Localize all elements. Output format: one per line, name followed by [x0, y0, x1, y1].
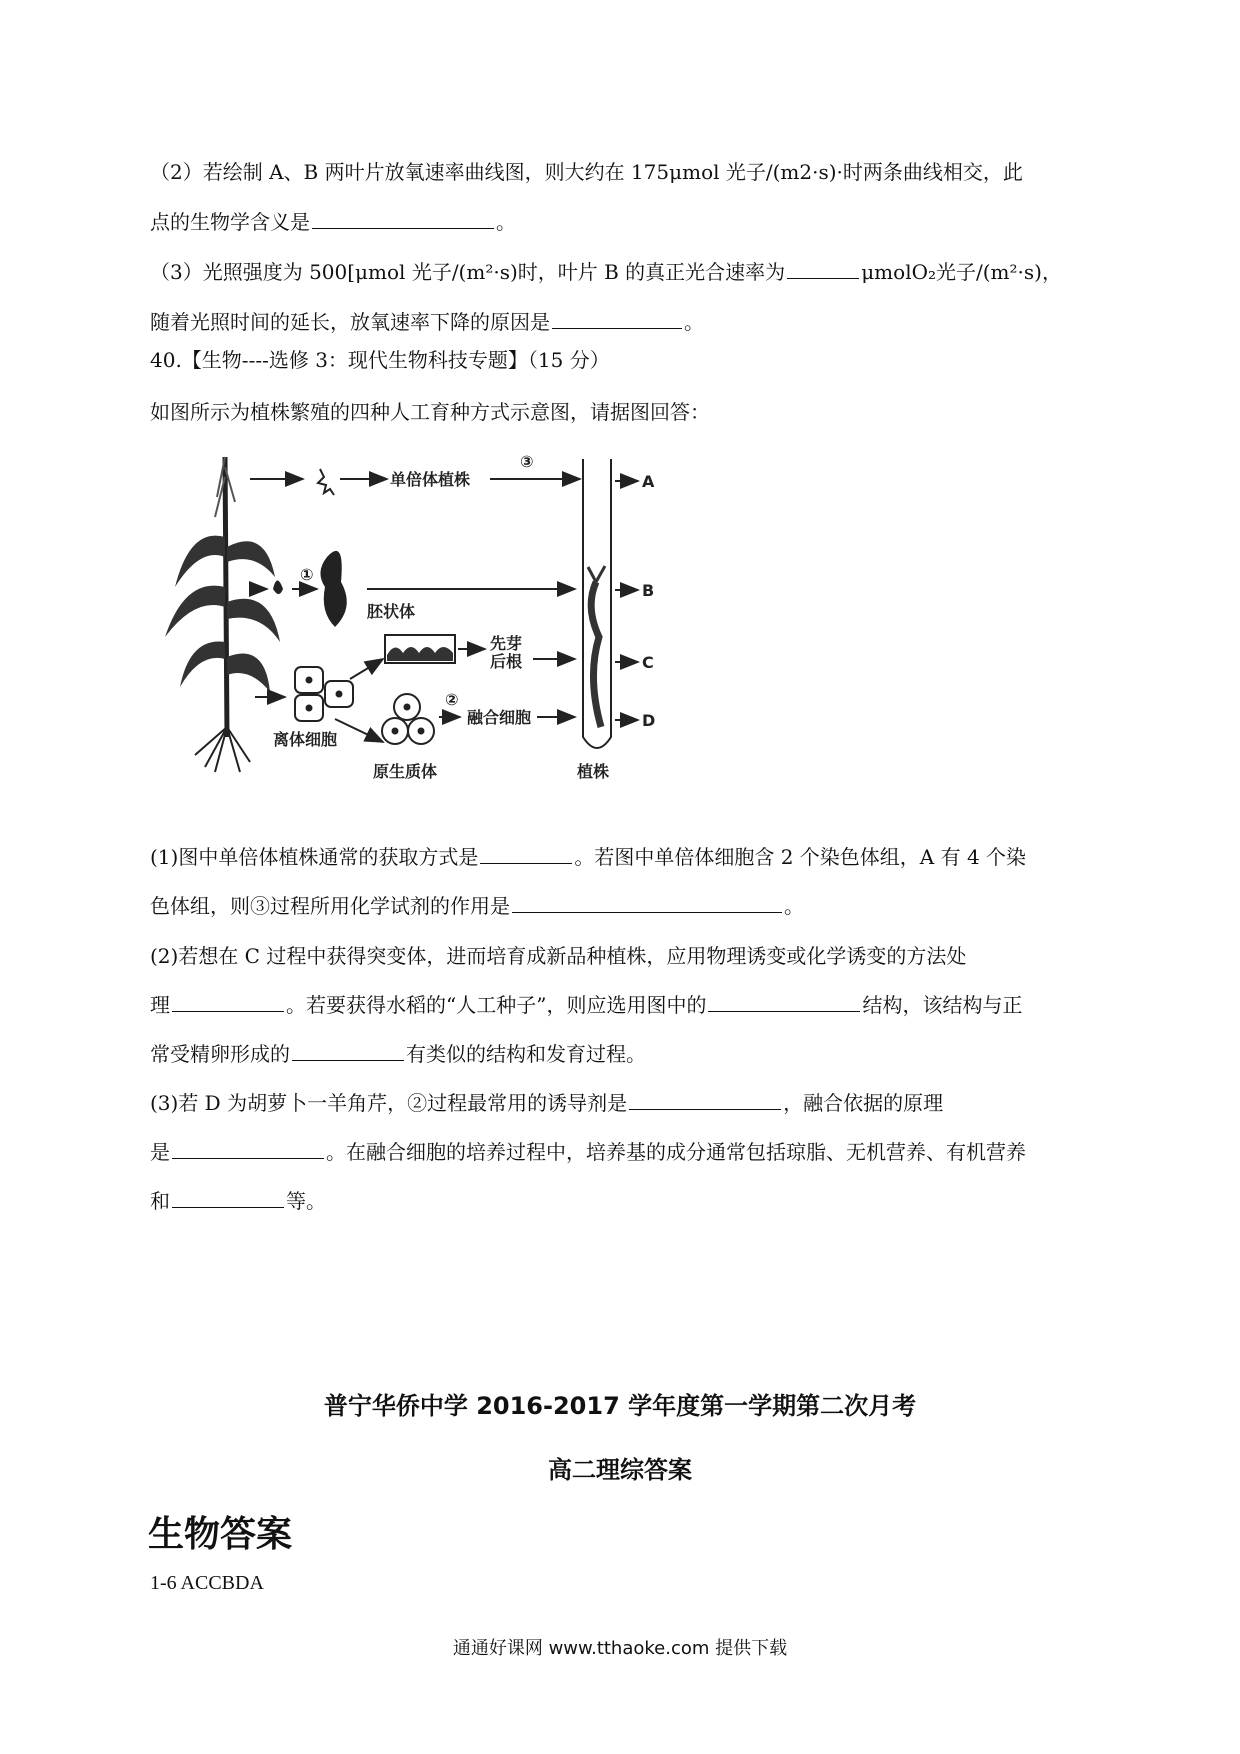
output-c: C — [642, 653, 654, 672]
label-root-after: 后根 — [490, 652, 523, 671]
output-b: B — [642, 581, 655, 600]
q40-p2-text: 理 — [150, 993, 170, 1017]
answer-blank[interactable] — [787, 260, 859, 279]
q39-part3-text: （3）光照强度为 500[μmol 光子/(m²·s)时，叶片 B 的真正光合速率为 — [150, 260, 786, 284]
output-a: A — [642, 472, 655, 491]
answer-blank[interactable] — [629, 1091, 781, 1110]
output-d: D — [642, 711, 656, 730]
q39-part3-unit: μmolO₂光子/(m²·s)， — [861, 260, 1062, 284]
breeding-diagram — [155, 437, 755, 822]
label-bud-first: 先芽 — [490, 634, 523, 653]
q40-p2-line1: (2)若想在 C 过程中获得突变体，进而培育成新品种植株，应用物理诱变或化学诱变的方法处 — [150, 944, 967, 968]
label-isolated-cells: 离体细胞 — [273, 730, 338, 749]
bio-answer-heading: 生物答案 — [148, 1514, 293, 1555]
q39-part2-text: 点的生物学含义是 — [150, 210, 310, 234]
q40-p3-text2: ，融合依据的原理 — [783, 1091, 944, 1115]
label-protoplast: 原生质体 — [373, 762, 438, 781]
q40-p1-line1 — [150, 843, 1026, 871]
answer-blank[interactable] — [172, 1189, 284, 1208]
label-step1: ① — [300, 565, 314, 584]
answer-blank[interactable] — [708, 993, 860, 1012]
q40-p3-line3 — [150, 1187, 326, 1215]
q39-part3-line2 — [150, 308, 704, 336]
q39-part2-end: 。 — [496, 210, 516, 234]
q40-p3-text5: 和 — [150, 1189, 170, 1213]
answer-1-6: 1-6 ACCBDA — [150, 1572, 264, 1594]
answer-blank[interactable] — [552, 310, 682, 329]
q40-p2-text4: 常受精卵形成的 — [150, 1042, 290, 1066]
label-fused-cell: 融合细胞 — [467, 708, 532, 727]
q40-p2-text3: 结构，该结构与正 — [862, 993, 1023, 1017]
q40-p3-line2 — [150, 1138, 1026, 1166]
q40-p3-text4: 。在融合细胞的培养过程中，培养基的成分通常包括琼脂、无机营养、有机营养 — [326, 1140, 1026, 1164]
q40-p3-text: (3)若 D 为胡萝卜一羊角芹，②过程最常用的诱导剂是 — [150, 1091, 628, 1115]
answer-blank[interactable] — [172, 993, 284, 1012]
q39-part2-line1: （2）若绘制 A、B 两叶片放氧速率曲线图，则大约在 175μmol 光子/(m2·s)·时两条曲线相交，此 — [150, 160, 1023, 184]
label-plant: 植株 — [577, 762, 610, 781]
label-embryoid: 胚状体 — [367, 602, 416, 621]
answer-blank[interactable] — [312, 210, 494, 229]
q40-p1-text3: 色体组，则③过程所用化学试剂的作用是 — [150, 894, 510, 918]
q40-p1-text: (1)图中单倍体植株通常的获取方式是 — [150, 845, 479, 869]
q40-p3-line1 — [150, 1089, 943, 1117]
answer-blank[interactable] — [292, 1042, 404, 1061]
q40-p2-text2: 。若要获得水稻的“人工种子”，则应选用图中的 — [286, 993, 707, 1017]
answer-school-title: 普宁华侨中学 2016-2017 学年度第一学期第二次月考 — [323, 1392, 917, 1420]
q40-heading: 40.【生物----选修 3：现代生物科技专题】（15 分） — [150, 348, 610, 372]
answer-blank[interactable] — [480, 845, 572, 864]
label-step2: ② — [445, 690, 459, 709]
q40-p2-line2 — [150, 991, 1022, 1019]
q39-part2-line2 — [150, 208, 516, 236]
label-haploid-plant: 单倍体植株 — [390, 470, 471, 489]
answer-blank[interactable] — [512, 894, 782, 913]
q40-p1-line2 — [150, 892, 804, 920]
answer-blank[interactable] — [172, 1140, 324, 1159]
q40-p3-text3: 是 — [150, 1140, 170, 1164]
q40-p3-text6: 等。 — [286, 1189, 326, 1213]
footer-download-note: 通通好课网 www.tthaoke.com 提供下载 — [452, 1638, 788, 1659]
q40-p1-text2: 。若图中单倍体细胞含 2 个染色体组，A 有 4 个染 — [574, 845, 1027, 869]
label-step3: ③ — [520, 452, 534, 471]
q40-p2-text5: 有类似的结构和发育过程。 — [406, 1042, 646, 1066]
q40-intro: 如图所示为植株繁殖的四种人工育种方式示意图，请据图回答： — [150, 400, 710, 424]
q39-part3-line1 — [150, 258, 1062, 286]
q39-part3-end: 。 — [684, 310, 704, 334]
q40-p2-line3 — [150, 1040, 646, 1068]
answer-subtitle: 高二理综答案 — [548, 1456, 692, 1484]
q39-part3-text2: 随着光照时间的延长，放氧速率下降的原因是 — [150, 310, 550, 334]
q40-p1-end: 。 — [784, 894, 804, 918]
